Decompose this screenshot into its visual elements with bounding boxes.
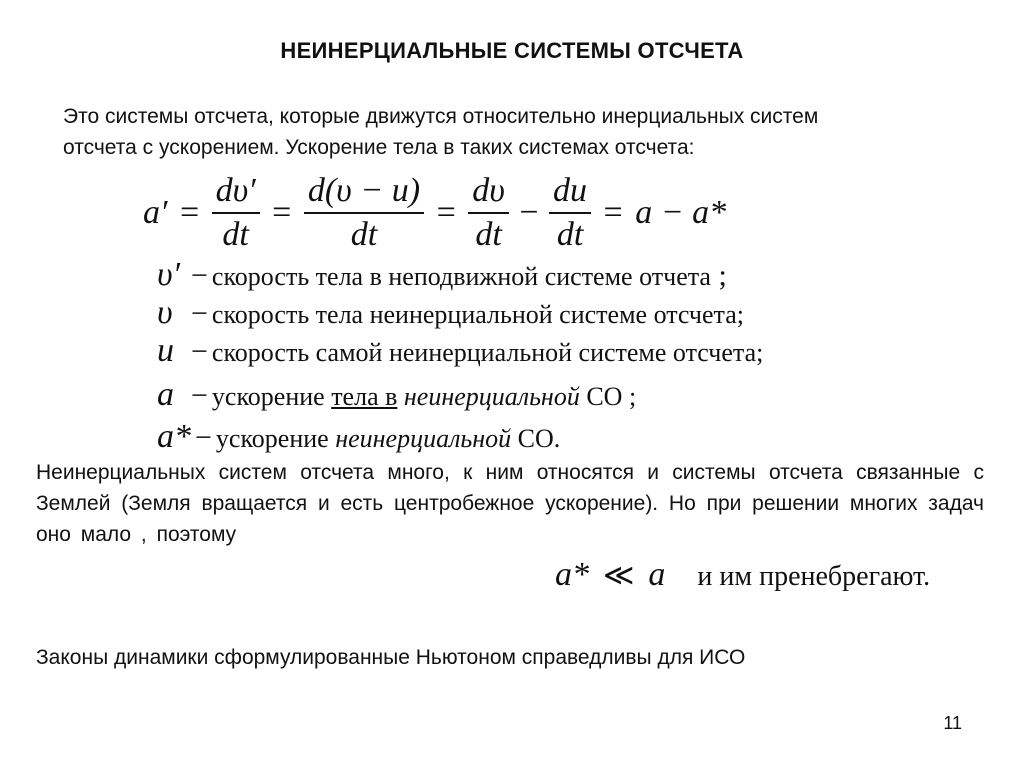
fraction-2-bar bbox=[304, 212, 424, 214]
definition-text-a: ускорение bbox=[211, 382, 332, 411]
definition-acceleration-body bbox=[157, 378, 636, 414]
fraction-4 bbox=[549, 172, 591, 254]
intro-line-2: отсчета с ускорением. Ускорение тела в таких системах отсчета: bbox=[63, 136, 695, 159]
fraction-2-numerator: d(υ − u) bbox=[307, 172, 421, 209]
symbol-u: u bbox=[157, 332, 174, 369]
fraction-1-bar bbox=[212, 212, 260, 214]
definition-text: скорость самой неинерциальной системе отсчета; bbox=[211, 338, 764, 367]
dash: − bbox=[191, 335, 208, 368]
dash: − bbox=[195, 421, 212, 454]
formula-eq-1: = bbox=[179, 194, 200, 231]
definition-velocity-noninertial bbox=[157, 296, 744, 332]
fraction-1 bbox=[212, 172, 260, 254]
symbol-a: a bbox=[157, 376, 174, 413]
intro-line-1: Это системы отсчета, которые движутся относительно инерциальных систем bbox=[63, 105, 819, 128]
approx-rhs: a bbox=[648, 556, 666, 593]
definition-acceleration-frame bbox=[157, 420, 560, 456]
formula-eq-2: = bbox=[272, 194, 292, 231]
symbol-a-star: a* bbox=[157, 418, 191, 455]
definition-text-end: СО. bbox=[511, 424, 561, 453]
symbol-v-prime: υ′ bbox=[157, 256, 181, 293]
fraction-4-bar bbox=[549, 212, 591, 214]
page-title: НЕИНЕРЦИАЛЬНЫЕ СИСТЕМЫ ОТСЧЕТА bbox=[280, 38, 744, 63]
page-number: 11 bbox=[943, 713, 962, 733]
dash: − bbox=[191, 379, 208, 412]
definition-velocity-frame bbox=[157, 334, 763, 370]
fraction-4-denominator: dt bbox=[556, 216, 584, 253]
definition-text-italic: неинерциальной bbox=[335, 424, 512, 453]
fraction-4-numerator: du bbox=[553, 172, 588, 209]
definition-text-end: СО ; bbox=[579, 382, 637, 411]
definition-end: ; bbox=[710, 259, 727, 292]
earth-frames-paragraph: Неинерциальных систем отсчета много, к ним относятся и системы отсчета связанные с Землей (Земля вращается и есть центробежное ускорение). Но при решении многих задач оно мало , поэтому bbox=[36, 461, 984, 546]
definition-text-italic: неинерциальной bbox=[397, 382, 580, 411]
formula-eq-3: = bbox=[436, 194, 456, 231]
approx-text: и им пренебрегают. bbox=[697, 561, 931, 592]
approx-relation: ≪ bbox=[603, 559, 635, 592]
definition-text: скорость тела в неподвижной системе отчета bbox=[211, 262, 711, 291]
approx-lhs: a* bbox=[555, 556, 589, 593]
fraction-3-denominator: dt bbox=[475, 216, 502, 253]
fraction-1-denominator: dt bbox=[222, 216, 249, 253]
dash: − bbox=[191, 297, 208, 330]
fraction-3 bbox=[468, 172, 509, 254]
fraction-3-bar bbox=[468, 212, 509, 214]
formula-lhs: a′ bbox=[143, 194, 168, 231]
intro-paragraph bbox=[63, 101, 983, 163]
formula-rhs: a − a* bbox=[635, 194, 727, 231]
symbol-v: υ bbox=[157, 294, 173, 331]
approximation-formula bbox=[555, 556, 930, 594]
conclusion-text: Законы динамики сформулированные Ньютоном справедливы для ИСО bbox=[36, 646, 746, 669]
acceleration-formula bbox=[143, 172, 726, 254]
definition-text: скорость тела неинерциальной системе отсчета; bbox=[211, 300, 744, 329]
definition-text-underlined: тела в bbox=[331, 382, 398, 411]
fraction-3-numerator: dυ bbox=[472, 172, 505, 209]
dash: − bbox=[191, 259, 208, 292]
formula-minus: − bbox=[519, 194, 539, 231]
definition-text-a: ускорение bbox=[215, 424, 336, 453]
fraction-1-numerator: dυ′ bbox=[215, 172, 256, 209]
fraction-2-denominator: dt bbox=[350, 216, 378, 253]
definition-velocity-fixed bbox=[157, 258, 727, 294]
formula-eq-4: = bbox=[603, 194, 623, 231]
fraction-2 bbox=[304, 172, 424, 254]
